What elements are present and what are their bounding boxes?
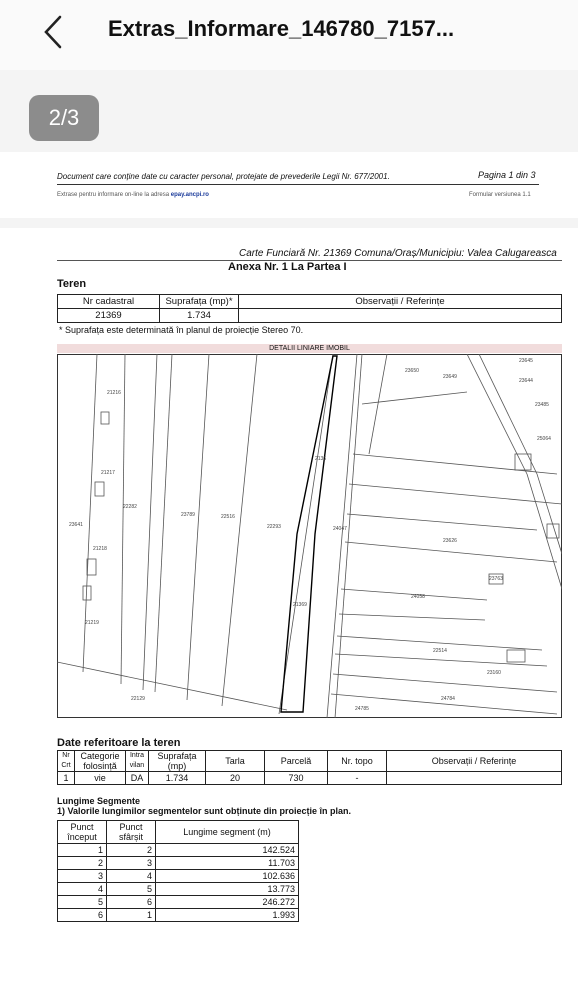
map-label: 2136 <box>315 456 327 462</box>
cell-end: 1 <box>107 909 156 922</box>
table-row <box>58 883 299 896</box>
th-parcela: Parcelă <box>265 751 328 772</box>
document-page <box>0 228 578 1000</box>
map-label: 22516 <box>221 514 235 520</box>
cell-start: 6 <box>58 909 107 922</box>
th-nr-crt: Nr Crt <box>58 751 75 772</box>
map-label: 21217 <box>101 470 115 476</box>
cell-end: 2 <box>107 844 156 857</box>
map-label: 24785 <box>355 706 369 712</box>
table-row <box>58 844 299 857</box>
cell-length: 11.703 <box>156 857 299 870</box>
map-label: 22293 <box>267 524 281 530</box>
date-heading: Date referitoare la teren <box>57 737 181 749</box>
map-label: 21216 <box>107 390 121 396</box>
teren-table <box>57 294 562 323</box>
page-indicator: 2/3 <box>29 95 99 141</box>
map-label: 22282 <box>123 504 137 510</box>
cell-length: 13.773 <box>156 883 299 896</box>
back-button[interactable] <box>36 12 70 52</box>
cell-observatii <box>239 309 562 323</box>
map-label: 21219 <box>85 620 99 626</box>
map-label: 24058 <box>411 594 425 600</box>
anexa-heading: Anexa Nr. 1 La Partea I <box>228 261 347 273</box>
map-label: 21218 <box>93 546 107 552</box>
cell-end: 3 <box>107 857 156 870</box>
cell-length: 102.636 <box>156 870 299 883</box>
carte-funciara-line: Carte Funciară Nr. 21369 Comuna/Oraș/Municipiu: Valea Calugareasca <box>239 248 557 259</box>
map-label: 24784 <box>441 696 455 702</box>
th-punct-inceput: Punct început <box>58 821 107 844</box>
th-lungime: Lungime segment (m) <box>156 821 299 844</box>
chevron-left-icon <box>43 15 63 49</box>
cell-nr-crt: 1 <box>58 772 75 785</box>
map-label: 23649 <box>443 374 457 380</box>
cell-end: 6 <box>107 896 156 909</box>
cell-nr-cadastral: 21369 <box>58 309 160 323</box>
map-label: 24047 <box>333 526 347 532</box>
cadastral-map <box>57 354 562 718</box>
header-divider <box>57 184 539 185</box>
th-observatii: Observații / Referințe <box>239 295 562 309</box>
map-label: 23160 <box>487 670 501 676</box>
th-suprafata: Suprafața (mp)* <box>160 295 239 309</box>
date-teren-table <box>57 750 562 785</box>
th-nr-cadastral: Nr cadastral <box>58 295 160 309</box>
th-tarla: Tarla <box>206 751 265 772</box>
map-label: 25064 <box>537 436 551 442</box>
cell-suprafata-mp: 1.734 <box>149 772 206 785</box>
map-label: 23641 <box>69 522 83 528</box>
cell-nr-topo: - <box>328 772 387 785</box>
top-bar <box>0 0 578 70</box>
table-row <box>58 870 299 883</box>
cell-start: 5 <box>58 896 107 909</box>
page-header-strip <box>0 152 578 218</box>
map-label: 23789 <box>181 512 195 518</box>
cell-start: 2 <box>58 857 107 870</box>
form-version: Formular versiunea 1.1 <box>469 192 531 198</box>
teren-heading: Teren <box>57 278 87 290</box>
cell-observatii-ref <box>387 772 562 785</box>
th-observatii-ref: Observații / Referințe <box>387 751 562 772</box>
th-punct-sfarsit: Punct sfârșit <box>107 821 156 844</box>
map-label: 22129 <box>131 696 145 702</box>
suprafata-note: * Suprafața este determinată în planul de proiecție Stereo 70. <box>59 325 304 335</box>
segment-table <box>57 820 299 922</box>
th-categorie: Categorie folosință <box>75 751 126 772</box>
map-label: 22514 <box>433 648 447 654</box>
document-title: Extras_Informare_146780_7157... <box>108 16 455 41</box>
cell-tarla: 20 <box>206 772 265 785</box>
map-label: 23485 <box>535 402 549 408</box>
map-title: DETALII LINIARE IMOBIL <box>57 344 562 353</box>
cell-start: 1 <box>58 844 107 857</box>
cell-start: 3 <box>58 870 107 883</box>
cell-end: 4 <box>107 870 156 883</box>
privacy-notice: Document care conține date cu caracter personal, protejate de prevederile Legii Nr. 677/2001. <box>57 172 390 181</box>
map-label: 23650 <box>405 368 419 374</box>
table-row <box>58 896 299 909</box>
lungime-heading: Lungime Segmente <box>57 796 141 806</box>
map-label: 23763 <box>489 576 503 582</box>
cell-categorie: vie <box>75 772 126 785</box>
map-label: 23626 <box>443 538 457 544</box>
cell-start: 4 <box>58 883 107 896</box>
online-prefix: Extrase pentru informare on-line la adresa <box>57 192 171 198</box>
table-row <box>58 857 299 870</box>
cell-end: 5 <box>107 883 156 896</box>
online-address <box>57 192 209 198</box>
cell-length: 142.524 <box>156 844 299 857</box>
map-label: 23644 <box>519 378 533 384</box>
page-number: Pagina 1 din 3 <box>478 170 536 180</box>
map-label: 21369 <box>293 602 307 608</box>
lungime-note: 1) Valorile lungimilor segmentelor sunt obținute din proiecție în plan. <box>57 806 352 816</box>
map-label: 23645 <box>519 358 533 364</box>
epay-link[interactable]: epay.ancpi.ro <box>170 192 209 198</box>
cell-length: 1.993 <box>156 909 299 922</box>
th-suprafata-mp: Suprafața (mp) <box>149 751 206 772</box>
cell-intravilan: DA <box>126 772 149 785</box>
cell-parcela: 730 <box>265 772 328 785</box>
cell-suprafata: 1.734 <box>160 309 239 323</box>
cell-length: 246.272 <box>156 896 299 909</box>
th-intravilan: Intra vilan <box>126 751 149 772</box>
table-row <box>58 909 299 922</box>
th-nr-topo: Nr. topo <box>328 751 387 772</box>
